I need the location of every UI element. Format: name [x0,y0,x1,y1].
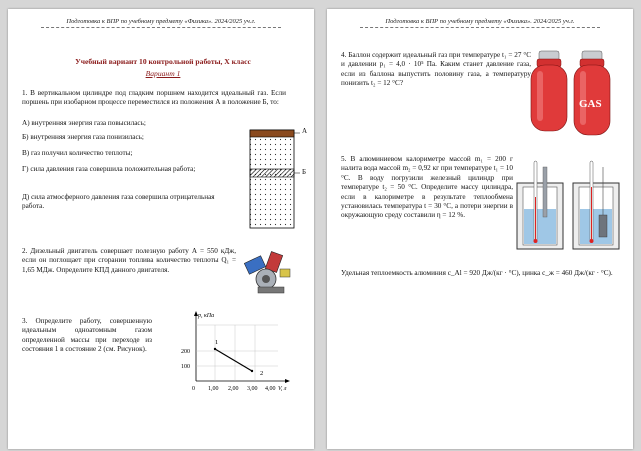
label-a: А [302,127,308,135]
gas-cylinder-left [531,65,567,131]
q1-option-a: A) внутренняя энергия газа повысилась; [22,119,146,127]
page-right [327,9,633,449]
y-tick-200: 200 [181,349,190,355]
q3-text: 3. Определите работу, совершенную идеальным одноатомным газом определенной массы при переходе из состояния 1 в состояние 2 (см. Рисунок). [22,317,152,354]
x-tick-4: 4,00 [265,386,276,391]
page-left [8,9,314,449]
q5-text-part2: Удельная теплоемкость алюминия с_Al = 920 Дж/(кг · °С), цинка с_ж = 460 Дж/(кг · °С). [341,269,613,277]
q4-text: 4. Баллон содержит идеальный газ при температуре t₁ = 27 °С и давлении p₁ = 4,0 · 10⁵ Па. Каким станет давление газа, если из баллона выпустить половину газа, а температуру понизить t₂ = 12 °С? [341,51,531,88]
q1-option-d: Г) сила давления газа совершила положительная работа; [22,165,196,173]
piston-position-a [250,130,294,137]
x-tick-2: 2,00 [228,386,239,391]
gas-label: GAS [579,98,602,110]
q1-option-b: Б) внутренняя энергия газа понизилась; [22,133,144,141]
y-tick-100: 100 [181,364,190,370]
y-axis-label: p, кПа [198,313,215,319]
calorimeter-left [517,161,563,249]
gas-cylinders-illustration [527,47,627,139]
q1-option-c: В) газ получил количество теплоты; [22,149,133,157]
x-tick-0: 0 [192,386,195,391]
point1-label: 1 [215,339,219,346]
point2-label: 2 [260,370,264,377]
worksheet-title: Учебный вариант 10 контрольной работы, X класс [75,57,251,66]
page-header: Подготовка к ВПР по учебному предмету «Физика». 2024/2025 уч.г. [8,18,314,28]
cylinder-piston-diagram [248,122,307,230]
calorimeters-illustration [513,157,625,257]
piston-position-b [250,169,294,177]
page-header-2: Подготовка к ВПР по учебному предмету «Физика». 2024/2025 уч.г. [327,18,633,28]
engine-illustration [240,249,298,299]
pv-graph [168,309,293,391]
process-line [215,349,252,371]
q1-text: 1. В вертикальном цилиндре под гладким поршнем находится идеальный газ. Если поршень при изобарном процессе переместился из положения А в положение Б, то: [22,89,286,107]
x-tick-3: 3,00 [247,386,258,391]
q2-text: 2. Дизельный двигатель совершает полезную работу А = 550 кДж, если он поглощает при сгорании топлива количество теплоты Q₁ = 1,65 МДж. Определите КПД данного двигателя. [22,247,236,274]
q5-text-part1: 5. В алюминиевом калориметре массой m₁ = 200 г налита вода массой m₂ = 0,92 кг при температуре t₁ = 10 °С. В воду погрузили железный цилиндр при температуре t₂ = 50 °С. Определите массу цилиндра, если в калориметре в результате теплообмена установилась температура t = 30 °С, а потери энергии в окружающую среду составили η = 12 %. [341,155,513,220]
x-axis-label: V, л [278,386,287,391]
variant-label: Вариант 1 [145,69,181,78]
label-b: Б [302,168,307,176]
calorimeter-right [573,161,619,249]
x-tick-1: 1,00 [208,386,219,391]
q1-option-e: Д) сила атмосферного давления газа совершила отрицательная работа. [22,193,215,211]
